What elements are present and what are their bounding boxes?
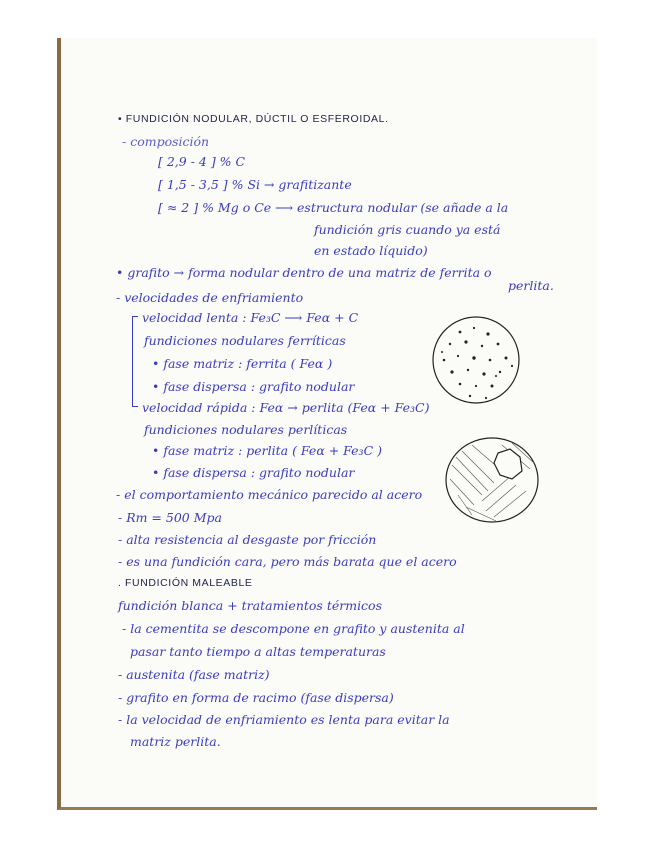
heading-fundicion-maleable: . FUNDICIÓN MALEABLE (118, 577, 253, 589)
composition-carbon: [ 2,9 - 4 ] % C (158, 154, 246, 169)
heading-fundicion-nodular: • FUNDICIÓN NODULAR, DÚCTIL O ESFEROIDAL. (118, 113, 389, 125)
alta-resistencia: - alta resistencia al desgaste por fricción (118, 532, 377, 547)
fundiciones-perliticas: fundiciones nodulares perlíticas (144, 422, 348, 437)
ferritic-microstructure-drawing (430, 314, 522, 406)
fundiciones-ferriticas: fundiciones nodulares ferríticas (144, 333, 346, 348)
fase-dispersa-grafito-1: • fase dispersa : grafito nodular (152, 379, 355, 394)
velocidades-enfriamiento: - velocidades de enfriamiento (116, 290, 304, 305)
fase-matriz-perlita: • fase matriz : perlita ( Feα + Fe₃C ) (152, 443, 382, 458)
grafito-racimo: - grafito en forma de racimo (fase dispersa) (118, 690, 394, 705)
velocidad-enfriamiento-lenta: - la velocidad de enfriamiento es lenta para evitar la (118, 712, 450, 727)
cementita-line: - la cementita se descompone en grafito y austenita al (122, 621, 465, 636)
fase-matriz-ferrita: • fase matriz : ferrita ( Feα ) (152, 356, 333, 371)
fundicion-cara: - es una fundición cara, pero más barata que el acero (118, 554, 457, 569)
composition-magnesium: [ ≈ 2 ] % Mg o Ce ⟶ estructura nodular (se añade a la (158, 200, 509, 215)
composition-silicon: [ 1,5 - 3,5 ] % Si → grafitizante (158, 177, 352, 192)
cementita-line-2: pasar tanto tiempo a altas temperaturas (130, 644, 386, 659)
fase-dispersa-grafito-2: • fase dispersa : grafito nodular (152, 465, 355, 480)
bracket-lenta-rapida (132, 316, 138, 407)
grafito-nodular-line-2: perlita. (508, 278, 554, 293)
composicion-label: - composición (122, 134, 210, 149)
composition-magnesium-line-3: en estado líquido) (314, 243, 428, 258)
fundicion-blanca: fundición blanca + tratamientos térmicos (118, 598, 383, 613)
austenita-line: - austenita (fase matriz) (118, 667, 270, 682)
velocidad-rapida: velocidad rápida : Feα → perlita (Feα + Fe₃C) (142, 400, 430, 415)
rm-500-mpa: - Rm = 500 Mpa (118, 510, 222, 525)
composition-magnesium-line-2: fundición gris cuando ya está (314, 222, 501, 237)
matriz-perlita: matriz perlita. (130, 734, 221, 749)
velocidad-lenta: velocidad lenta : Fe₃C ⟶ Feα + C (142, 310, 359, 325)
comportamiento-mecanico: - el comportamiento mecánico parecido al acero (116, 487, 423, 502)
grafito-nodular-line: • grafito → forma nodular dentro de una matriz de ferrita o (116, 265, 492, 280)
perlitic-microstructure-drawing (442, 435, 542, 525)
